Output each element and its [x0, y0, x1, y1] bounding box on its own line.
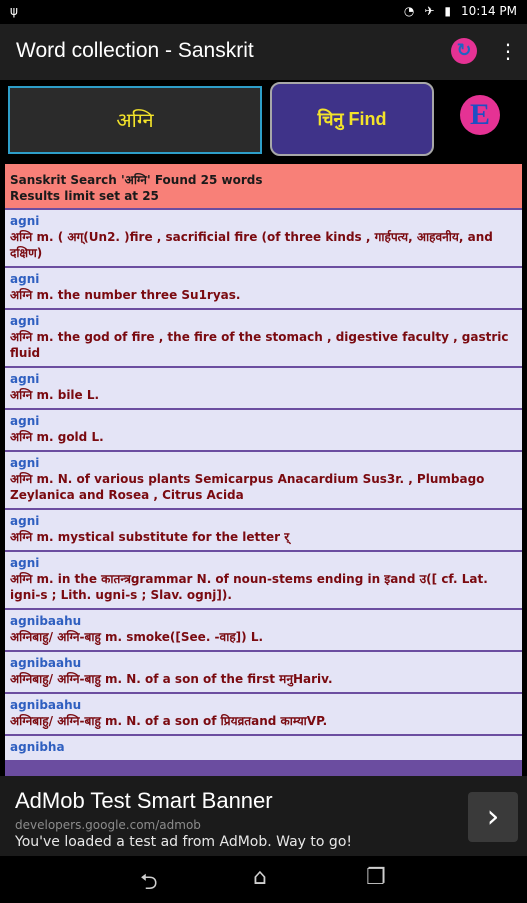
ad-url: developers.google.com/admob: [15, 818, 201, 832]
entry-definition: अग्नि m. the number three Su1ryas.: [10, 288, 241, 302]
entry-definition: अग्नि m. mystical substitute for the letter र्: [10, 530, 290, 544]
list-item[interactable]: [5, 210, 522, 268]
ad-banner[interactable]: [0, 776, 527, 856]
usb-icon: ψ: [10, 4, 18, 18]
entries-container: [5, 210, 522, 762]
entry-definition: अग्नि m. ( अग्(Un2. )fire , sacrificial fire (of three kinds , गार्हपत्य, आहवनीय, and दक्षिण): [10, 230, 493, 260]
sync-icon[interactable]: ↻: [451, 38, 477, 64]
app-bar: [0, 24, 527, 80]
list-item[interactable]: [5, 552, 522, 610]
back-icon[interactable]: ⮌: [140, 870, 158, 895]
battery-icon: ▮: [444, 4, 451, 18]
entry-word: agni: [10, 456, 40, 470]
entry-definition: अग्निबाहु/ अग्नि-बाहु m. smoke([See. -वाह]) L.: [10, 630, 264, 644]
list-item[interactable]: [5, 652, 522, 694]
results-header: [5, 164, 522, 210]
results-list[interactable]: [5, 164, 522, 776]
status-bar: [0, 0, 527, 24]
results-count-text: Sanskrit Search 'अग्नि' Found 25 words: [10, 173, 263, 187]
list-item[interactable]: [5, 510, 522, 552]
nav-bar: [0, 856, 527, 900]
entry-word: agnibaahu: [10, 614, 82, 628]
results-limit-text: Results limit set at 25: [10, 189, 159, 203]
list-item[interactable]: [5, 310, 522, 368]
list-item[interactable]: [5, 452, 522, 510]
ad-arrow-icon[interactable]: ›: [468, 792, 518, 842]
search-row: [0, 80, 527, 164]
entry-definition: अग्निबाहु/ अग्नि-बाहु m. N. of a son of प्रियव्रतand काम्याVP.: [10, 714, 328, 728]
find-button[interactable]: चिनु Find: [270, 82, 434, 156]
entry-word: agni: [10, 514, 40, 528]
overflow-menu-icon[interactable]: ⋮: [498, 39, 518, 63]
entry-word: agni: [10, 556, 40, 570]
list-item[interactable]: [5, 736, 522, 762]
app-title: Word collection - Sanskrit: [16, 39, 254, 62]
list-item[interactable]: [5, 610, 522, 652]
entry-definition: अग्नि m. the god of fire , the fire of the stomach , digestive faculty , gastric fluid: [10, 330, 509, 360]
list-item[interactable]: [5, 268, 522, 310]
e-logo-icon[interactable]: E: [460, 95, 500, 135]
entry-definition: अग्नि m. in the कातन्त्रgrammar N. of noun-stems ending in इand उ([ cf. Lat. igni-s ; Lith. ugni-s ; Slav. ognj]).: [10, 572, 488, 602]
status-right: [404, 4, 517, 18]
recents-icon[interactable]: ❐: [366, 865, 386, 890]
list-item[interactable]: [5, 410, 522, 452]
wifi-icon: ◔: [403, 4, 415, 18]
entry-word: agni: [10, 414, 40, 428]
entry-word: agnibaahu: [10, 656, 82, 670]
entry-word: agnibaahu: [10, 698, 82, 712]
entry-word: agni: [10, 314, 40, 328]
entry-definition: अग्निबाहु/ अग्नि-बाहु m. N. of a son of the first मनुHariv.: [10, 672, 333, 686]
home-icon[interactable]: ⌂: [253, 865, 267, 890]
entry-word: agni: [10, 272, 40, 286]
entry-definition: अग्नि m. N. of various plants Semicarpus Anacardium Sus3r. , Plumbago Zeylanica and Rosea , Citrus Acida: [10, 472, 485, 502]
search-input[interactable]: अग्नि: [8, 86, 262, 154]
list-item[interactable]: [5, 694, 522, 736]
entry-word: agnibha: [10, 740, 65, 754]
airplane-icon: ✈: [424, 4, 435, 18]
ad-text: You've loaded a test ad from AdMob. Way to go!: [15, 834, 352, 850]
list-item[interactable]: [5, 368, 522, 410]
ad-title: AdMob Test Smart Banner: [15, 788, 273, 813]
entry-word: agni: [10, 214, 40, 228]
entry-definition: अग्नि m. gold L.: [10, 430, 104, 444]
entry-definition: अग्नि m. bile L.: [10, 388, 100, 402]
entry-word: agni: [10, 372, 40, 386]
status-time: 10:14 PM: [461, 4, 517, 18]
